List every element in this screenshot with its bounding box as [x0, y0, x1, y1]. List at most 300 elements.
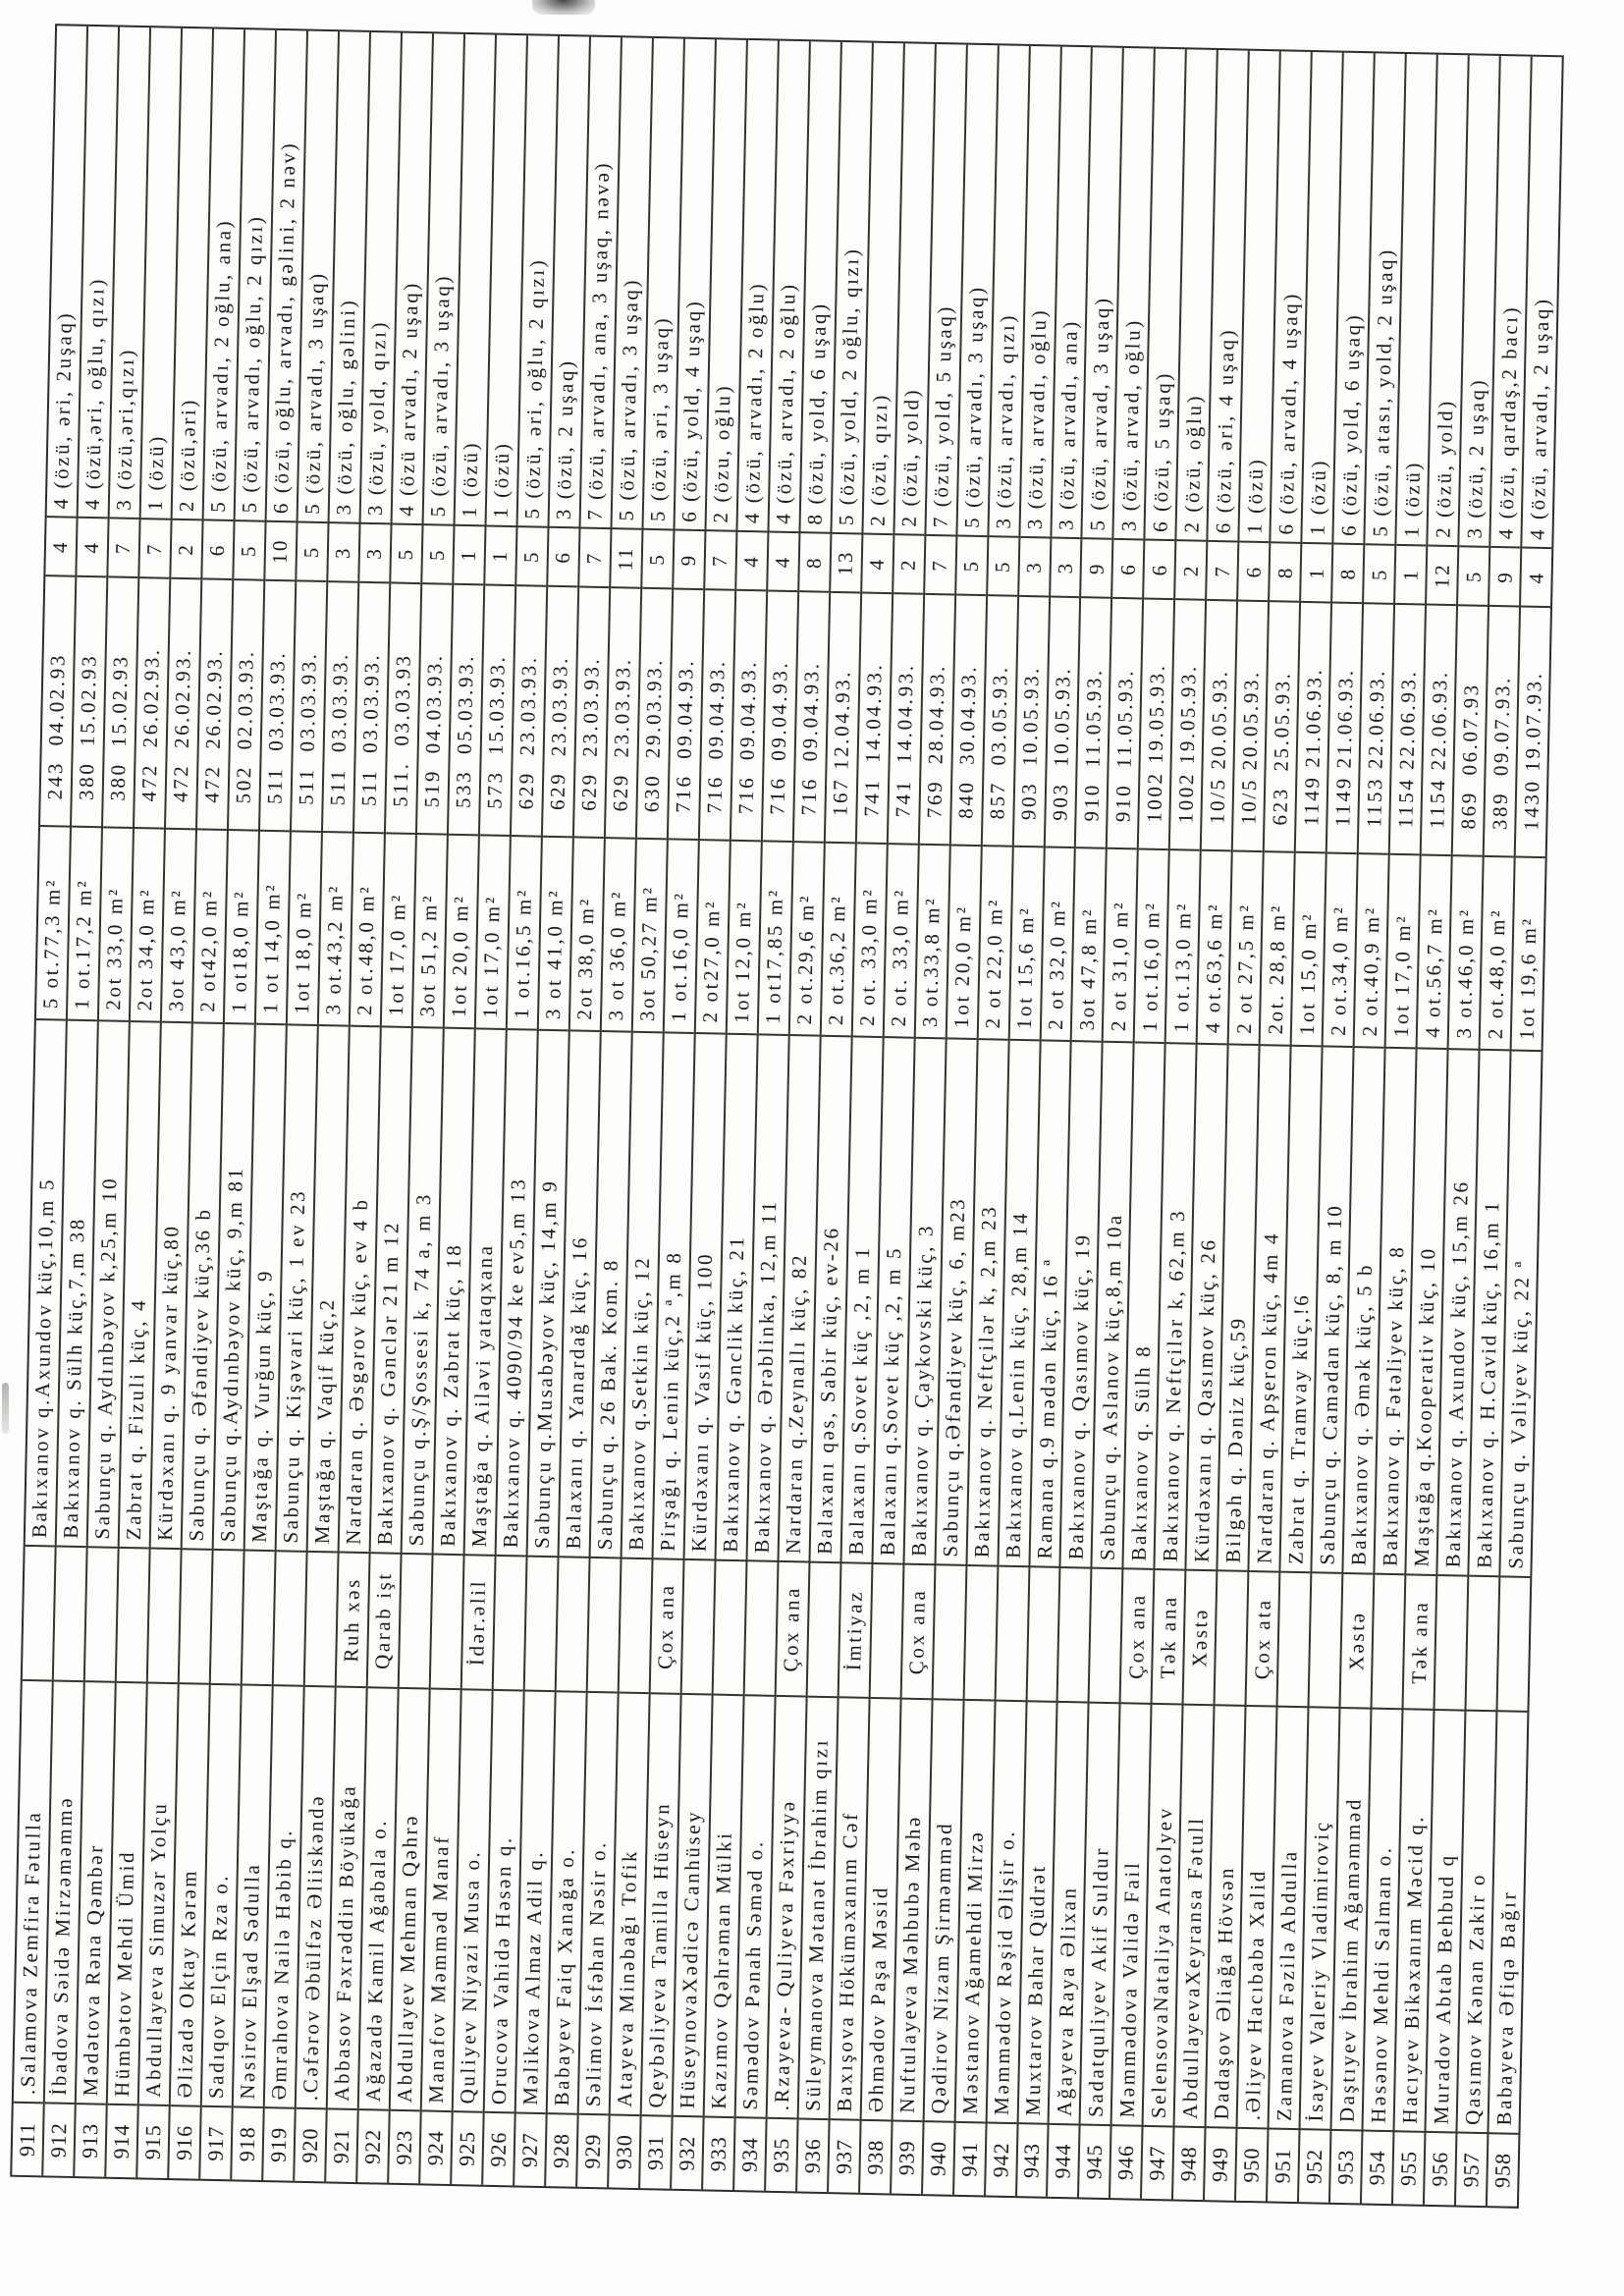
- count-cell: 6: [1238, 543, 1269, 603]
- area-cell: 4 ot.63,6 m²: [1198, 851, 1231, 1046]
- area-cell: 1ot 18,0 m²: [288, 832, 321, 1026]
- row-number-cell: 953: [1332, 2149, 1359, 2185]
- address-cell: Bakıxanov q. 4090/94 ke ev5,m 13: [496, 1030, 536, 1558]
- family-cell: 4 (özü, arvadı, 2 oğlu): [737, 40, 777, 533]
- address-cell: Pirşağı q. Lenin küç,2 ª,m 8: [653, 1033, 693, 1560]
- status-cell: Xəstə: [1341, 1574, 1374, 1710]
- row-number-cell: 943: [1018, 2142, 1045, 2179]
- doc-number-date-cell: 573 15.03.93.: [480, 585, 514, 837]
- status-cell: [1278, 1573, 1311, 1709]
- area-cell: 1 ot.17,2 m²: [68, 828, 101, 1022]
- doc-number-date-cell: 243 04.02.93: [40, 576, 75, 828]
- family-cell: 4 (özü, əri, 2uşaq): [47, 26, 86, 519]
- name-cell: Səmədov Pənah Səməd o.: [735, 1696, 774, 2119]
- doc-number-date-cell: 741 14.04.93.: [888, 594, 922, 846]
- row-number-cell: 951: [1270, 2148, 1296, 2184]
- name-cell: Muradov Abtab Behbud q: [1427, 1711, 1465, 2134]
- address-cell: Sabunçu q. Aslanov küç,8,m 10a: [1093, 1043, 1133, 1570]
- count-cell: 5: [422, 525, 453, 585]
- doc-number-date-cell: 1153 22.06.93.: [1359, 604, 1393, 855]
- status-cell: [23, 1547, 55, 1682]
- address-cell: Balaxanı qəs, Sabir küç, ev-26: [810, 1037, 850, 1564]
- address-cell: Bakıxanov q. Ərəblinka, 12,m 11: [747, 1035, 787, 1562]
- family-cell: 1 (özü): [141, 27, 181, 520]
- family-cell: 5 (özü, arvadı, oğlu, 2 qızı): [235, 29, 274, 522]
- count-cell: 4: [736, 532, 767, 592]
- doc-number-date-cell: 380 15.02.93: [72, 577, 106, 829]
- family-cell: 3 (özü, arvadı, ana): [1052, 47, 1091, 540]
- count-cell: 5: [1364, 545, 1394, 605]
- name-cell: Səlimov İsfəhan Nəsir o.: [578, 1693, 617, 2116]
- doc-number-date-cell: 502 02.03.93.: [229, 580, 263, 832]
- count-cell: 3: [1019, 538, 1050, 598]
- doc-number-date-cell: 380 15.02.93: [103, 577, 137, 829]
- family-cell: 8 (özü, yold, 6 uşaq): [800, 41, 839, 534]
- name-cell: SelensovaNataliya Anatolyev: [1144, 1705, 1182, 2128]
- count-cell: 9: [674, 530, 704, 590]
- address-cell: Kürdəxanı q. Qasımov küç, 26: [1187, 1045, 1227, 1572]
- doc-number-date-cell: 389 09.07.93.: [1485, 607, 1519, 858]
- name-cell: Əlizadə Oktay Kərəm: [171, 1684, 209, 2107]
- name-cell: Sadatquliyev Akif Suldur: [1081, 1704, 1119, 2127]
- area-cell: 3 ot 36,0 m²: [601, 839, 634, 1033]
- count-cell: 11: [611, 529, 641, 589]
- doc-number-date-cell: 519 04.03.93.: [417, 584, 452, 836]
- family-cell: 5 (özü, arvadı, 3 uşaq): [957, 45, 997, 538]
- doc-number-date-cell: 903 10.05.93.: [1013, 597, 1048, 848]
- address-cell: Bakıxanov q. Əmək küç, 5 b: [1344, 1048, 1384, 1575]
- area-cell: 1ot 17,0 m²: [476, 836, 510, 1030]
- address-cell: Bilgəh q. Dəniz küç,59: [1218, 1045, 1259, 1572]
- name-cell: Ağazadə Kamil Ağabala o.: [359, 1688, 398, 2111]
- family-cell: 1 (özü): [1240, 51, 1279, 544]
- family-cell: 5 (özü, əri, oğlu, 2 qızı): [517, 35, 557, 528]
- area-cell: 3ot 51,2 m²: [413, 835, 447, 1029]
- doc-number-date-cell: 769 28.04.93.: [919, 595, 953, 847]
- address-cell: Bakıxanov q. Neftçilər k, 2,m 23: [967, 1040, 1007, 1567]
- address-cell: Maştağa q. Ailəvi yataqxana: [464, 1029, 505, 1557]
- address-cell: Bakıxanov q. Gənclik küç, 21: [716, 1035, 756, 1562]
- status-cell: [619, 1559, 651, 1695]
- doc-number-date-cell: 511 03.03.93.: [354, 583, 389, 835]
- family-cell: 1 (özü): [455, 34, 494, 527]
- doc-number-date-cell: 1149 21.06.93.: [1296, 603, 1330, 854]
- address-cell: Sabunçu q.Əfəndiyev küç, 6, m23: [936, 1039, 976, 1566]
- area-cell: 2 ot 31,0 m²: [1104, 849, 1137, 1044]
- area-cell: 2 ot27,0 m²: [695, 841, 729, 1035]
- status-cell: [211, 1551, 244, 1686]
- doc-number-date-cell: 910 11.05.93.: [1108, 599, 1142, 850]
- status-cell: [870, 1564, 902, 1700]
- count-cell: 5: [642, 530, 673, 590]
- name-cell: Abbasov Fəxrəddin Böyükağa: [328, 1688, 366, 2111]
- address-cell: Bakıxanov q. H.Cavid küç, 16,m 1: [1470, 1051, 1510, 1578]
- status-cell: [1090, 1569, 1122, 1705]
- family-cell: 6 (özü, yold, 6 uşaq): [1334, 53, 1374, 546]
- row-number-cell: 916: [171, 2124, 197, 2161]
- name-cell: .Cəfərov Əbülfəz Əliiskəndə: [297, 1687, 335, 2110]
- count-cell: 7: [139, 519, 170, 579]
- area-cell: 3ot 43,0 m²: [162, 830, 195, 1024]
- status-cell: İdər.əlil: [461, 1556, 494, 1691]
- row-number-cell: 946: [1112, 2144, 1139, 2181]
- doc-number-date-cell: 716 09.04.93.: [731, 591, 766, 843]
- row-number-cell: 911: [14, 2121, 40, 2158]
- area-cell: 4 ot.56,7 m²: [1418, 855, 1451, 1050]
- family-cell: 2 (özü, oğlu): [1177, 49, 1217, 542]
- family-cell: 5 (özü, arvadı, 2 oğlu, ana): [203, 29, 243, 522]
- doc-number-date-cell: 511 03.03.93.: [292, 581, 326, 833]
- family-cell: 1 (özü): [1397, 54, 1436, 547]
- area-cell: 1 ot17,85 m²: [758, 842, 791, 1036]
- family-cell: 5 (özü, arvadı, 3 uşaq): [298, 31, 337, 524]
- name-cell: .Əliyev Hacıbaba Xalid: [1238, 1707, 1276, 2130]
- doc-number-date-cell: 629 23.03.93.: [512, 586, 546, 838]
- row-number-cell: 952: [1301, 2148, 1327, 2185]
- row-number-cell: 955: [1395, 2150, 1422, 2187]
- family-cell: 6 (özü, oğlu, arvadı, gəlini, 2 nəv): [266, 30, 305, 523]
- address-cell: Zabrat q. Tramvay küç,!6: [1281, 1047, 1322, 1574]
- area-cell: 1ot 19,6 m²: [1512, 857, 1545, 1052]
- area-cell: 1 ot.16,0 m²: [664, 840, 697, 1034]
- area-cell: 3 ot.33,8 m²: [915, 846, 948, 1040]
- address-cell: Zabrat q. Fizuli küç, 4: [120, 1022, 160, 1550]
- status-cell: [54, 1548, 86, 1683]
- family-cell: 3 (özü, yold, qızı): [360, 32, 400, 525]
- row-number-cell: 944: [1050, 2143, 1076, 2179]
- row-number-cell: 934: [736, 2136, 762, 2173]
- count-cell: 7: [579, 528, 610, 588]
- address-cell: Bakıxanov q. Neftçilər k, 62,m 3: [1156, 1044, 1196, 1571]
- address-cell: Nardaran q. Əsgərov küç, ev 4 b: [339, 1027, 379, 1555]
- name-cell: Manafov Məmməd Manaf: [421, 1690, 460, 2113]
- count-cell: 1: [1395, 546, 1426, 606]
- row-number-cell: 917: [202, 2125, 229, 2161]
- doc-number-date-cell: 1154 22.06.93.: [1422, 606, 1456, 857]
- count-cell: 8: [799, 533, 830, 593]
- status-cell: [305, 1553, 338, 1688]
- doc-number-date-cell: 1002 19.05.93.: [1170, 600, 1205, 851]
- name-cell: Həsənov Mehdi Salman o.: [1364, 1710, 1402, 2133]
- name-cell: Ağayeva Raya Əlixan: [1050, 1703, 1088, 2126]
- status-cell: İmtiyaz: [839, 1563, 871, 1699]
- row-number-cell: 949: [1207, 2146, 1233, 2183]
- address-cell: Bakıxanov q.Axundov küç,10,m 5: [26, 1020, 66, 1548]
- area-cell: 1ot 15,0 m²: [1292, 853, 1326, 1048]
- status-cell: [243, 1552, 275, 1687]
- status-cell: [744, 1561, 777, 1697]
- row-number-cell: 935: [768, 2137, 793, 2173]
- name-cell: Əmrahova Nailə Həbib q.: [265, 1686, 303, 2109]
- status-cell: [964, 1566, 997, 1702]
- name-cell: Abdullayev Mehman Qəhrə: [391, 1689, 429, 2112]
- doc-number-date-cell: 903 10.05.93.: [1045, 597, 1079, 848]
- row-number-cell: 915: [139, 2123, 166, 2160]
- name-cell: Zamanova Fəzilə Abdulla: [1270, 1708, 1308, 2131]
- area-cell: 2 ot.29,6 m²: [789, 843, 823, 1037]
- row-number-cell: 938: [862, 2139, 888, 2175]
- name-cell: AbdullayevaXeyransa Fətull: [1175, 1706, 1214, 2129]
- family-cell: 2 (özü,əri): [173, 28, 212, 521]
- status-cell: [148, 1550, 181, 1685]
- count-cell: 10: [265, 522, 296, 582]
- scan-smudge-top-icon: [532, 0, 595, 15]
- area-cell: 5 ot.77,3 m²: [36, 827, 70, 1021]
- name-cell: Dadaşov Əliağa Hövsən: [1207, 1706, 1245, 2129]
- row-number-cell: 928: [548, 2132, 573, 2169]
- name-cell: Məmmədov Rəşid Əlişir o.: [987, 1702, 1025, 2125]
- doc-number-date-cell: 629 23.03.93.: [606, 588, 640, 840]
- count-cell: 4: [862, 534, 893, 594]
- address-cell: Bakıxanov q. Çaykovski küç, 3: [904, 1039, 945, 1566]
- count-cell: 9: [1489, 548, 1520, 608]
- family-cell: 7 (özü, yold, 5 uşaq): [926, 44, 965, 537]
- family-cell: 1 (özü): [486, 35, 525, 528]
- status-cell: [1498, 1577, 1531, 1713]
- family-cell: 5 (özü, arvad, 3 uşaq): [1083, 47, 1122, 540]
- area-cell: 3 ot.46,0 m²: [1449, 856, 1483, 1051]
- family-cell: 2 (özu, oğlu): [706, 39, 745, 532]
- count-cell: 4: [45, 518, 76, 577]
- name-cell: Kazımov Qəhrəman Mülki: [704, 1696, 742, 2119]
- status-cell: [807, 1563, 839, 1699]
- address-cell: Sabunçu q. Əfəndiyev küç,36 b: [183, 1023, 223, 1551]
- status-cell: Qarab işt: [368, 1554, 401, 1689]
- status-cell: [274, 1552, 306, 1687]
- row-number-cell: 924: [422, 2129, 449, 2166]
- name-cell: Babayeva Əfiqə Bağır: [1489, 1712, 1528, 2135]
- count-cell: 2: [1176, 541, 1207, 601]
- area-cell: 1 ot18,0 m²: [225, 831, 258, 1025]
- row-number-cell: 921: [328, 2127, 354, 2164]
- row-number-cell: 936: [799, 2138, 825, 2174]
- row-number-cell: 950: [1238, 2147, 1265, 2183]
- count-cell: 5: [1458, 547, 1489, 607]
- name-cell: .Rzayeva- Quliyeva Fəxriyyə: [767, 1697, 805, 2120]
- status-cell: Tək ana: [1404, 1575, 1436, 1711]
- row-number-cell: 958: [1489, 2152, 1516, 2189]
- doc-number-date-cell: 533 05.03.93.: [449, 585, 483, 837]
- name-cell: Daştıyev İbrahim Ağaməmməd: [1332, 1709, 1371, 2132]
- address-cell: Bakıxanov q.Lenin küç, 28,m 14: [999, 1041, 1039, 1568]
- name-cell: HüseynovaXədicə Canhüsey: [673, 1695, 711, 2118]
- count-cell: 4: [77, 519, 107, 578]
- family-cell: 5 (özü, əri, 3 uşaq): [643, 38, 682, 531]
- family-cell: 4 (özü, qardaş,2 bacı): [1491, 56, 1531, 549]
- count-cell: 6: [202, 520, 233, 580]
- family-cell: 4 (özü, arvadı, 2 uşaq): [1523, 57, 1562, 550]
- doc-number-date-cell: 869 06.07.93: [1453, 606, 1488, 857]
- area-cell: 1ot 17,0 m²: [1386, 855, 1420, 1050]
- address-cell: Bakıxanov q. Zabrat küç, 18: [433, 1029, 473, 1557]
- row-number-cell: 925: [454, 2130, 480, 2167]
- address-cell: Sabunçu q. Aydınbəyov k,25,m 10: [88, 1021, 129, 1549]
- row-number-cell: 929: [579, 2133, 605, 2169]
- count-cell: 1: [1301, 544, 1331, 604]
- family-cell: 5 (özü, atası, yold, 2 uşaq): [1366, 53, 1405, 546]
- name-cell: Süleymanova Mətanət İbrahim qızı: [798, 1698, 837, 2121]
- row-number-cell: 912: [45, 2121, 72, 2159]
- name-cell: Qasımov Kənan Zakir o: [1458, 1712, 1496, 2135]
- address-cell: Sabunçu q. 26 Bak. Kom. 8: [590, 1032, 630, 1559]
- status-cell: [996, 1567, 1028, 1703]
- row-number-cell: 926: [485, 2131, 512, 2167]
- count-cell: 7: [705, 531, 735, 591]
- status-cell: [1467, 1577, 1499, 1713]
- count-cell: 5: [516, 527, 547, 587]
- address-cell: Maştağa q. Vurğun küç, 9: [244, 1025, 285, 1553]
- count-cell: 3: [328, 523, 358, 583]
- status-cell: [430, 1556, 462, 1691]
- address-cell: Bakıxanov q. Gənclər 21 m 12: [370, 1027, 410, 1555]
- status-cell: [1310, 1573, 1342, 1709]
- count-cell: 1: [485, 526, 515, 586]
- doc-number-date-cell: 511 03.03.93.: [323, 582, 357, 834]
- family-cell: 6 (özü, 5 uşaq): [1146, 49, 1185, 542]
- address-cell: Bakıxanov q.Setkin küç, 12: [622, 1033, 662, 1560]
- name-cell: Sadıqov Elçin Rza o.: [202, 1685, 241, 2108]
- row-number-cell: 923: [391, 2129, 417, 2165]
- row-number-cell: 937: [831, 2138, 856, 2175]
- family-cell: 4 (özü,əri, oğlu, qızı): [79, 27, 118, 519]
- doc-number-date-cell: 10/5 20.05.93.: [1233, 602, 1268, 853]
- area-cell: 2 ot.48,0 m²: [351, 834, 384, 1028]
- status-cell: [933, 1565, 965, 1701]
- address-cell: Balaxanı q.Sovet küç ,2, m 5: [873, 1038, 913, 1565]
- status-cell: [1027, 1567, 1059, 1703]
- doc-number-date-cell: 716 09.04.93.: [793, 592, 828, 844]
- area-cell: 2 ot. 33,0 m²: [852, 844, 886, 1038]
- address-cell: Balaxanı q. Yanardağ küç, 16: [559, 1031, 599, 1558]
- address-cell: Nardaran q.Zeynallı küç, 82: [779, 1036, 819, 1563]
- doc-number-date-cell: 1430 19.07.93.: [1516, 608, 1550, 859]
- row-number-cell: 941: [955, 2141, 982, 2177]
- count-cell: 5: [988, 537, 1018, 597]
- family-cell: 4 (özü, arvadı, 2 oğlu): [769, 41, 808, 534]
- doc-number-date-cell: 910 11.05.93.: [1076, 598, 1110, 849]
- count-cell: 1: [454, 526, 484, 586]
- count-cell: 5: [391, 524, 421, 584]
- status-cell: [556, 1558, 588, 1693]
- count-cell: 7: [925, 536, 955, 596]
- family-cell: 3 (özü, 2 uşaq): [549, 36, 588, 529]
- doc-number-date-cell: 1149 21.06.93.: [1327, 604, 1362, 855]
- status-cell: Çox ana: [776, 1562, 808, 1698]
- count-cell: 13: [831, 534, 861, 594]
- row-number-cell: 933: [705, 2135, 731, 2172]
- family-cell: 3 (özü, arvadı, qızı): [989, 45, 1028, 538]
- area-cell: 2 ot.40,9 m²: [1355, 854, 1388, 1049]
- area-cell: 3ot 47,8 m²: [1072, 848, 1106, 1043]
- address-cell: Balaxanı q.Sovet küç ,2, m 1: [841, 1037, 882, 1564]
- status-cell: Ruh xəs: [337, 1554, 369, 1689]
- area-cell: 2 ot.34,0 m²: [1324, 853, 1357, 1048]
- address-cell: Bakıxanov q. Axundov küç, 15,m 26: [1438, 1050, 1479, 1577]
- family-cell: 5 (özü, arvadı, 3 uşaq): [423, 33, 462, 526]
- family-cell: 3 (özü, oğlu, gəlini): [329, 31, 368, 524]
- count-cell: 8: [1270, 543, 1300, 603]
- area-cell: 2ot 34,0 m²: [131, 829, 164, 1023]
- status-cell: Çox ana: [901, 1565, 934, 1701]
- area-cell: 1ot 12,0 m²: [727, 842, 760, 1036]
- address-cell: Bakıxanov q. Fətəliyev küç, 8: [1376, 1049, 1416, 1576]
- address-cell: Kürdəxanı q. Vasif küç, 100: [684, 1034, 725, 1561]
- address-cell: Bakıxanov q. Sülh 8: [1124, 1043, 1164, 1570]
- row-number-cell: 947: [1144, 2145, 1170, 2181]
- doc-number-date-cell: 840 30.04.93.: [950, 595, 985, 847]
- row-number-cell: 939: [893, 2140, 919, 2176]
- family-cell: 2 (özü, yold): [894, 43, 934, 536]
- row-number-cell: 922: [359, 2128, 386, 2165]
- name-cell: Orucova Vahidə Həsən q.: [484, 1691, 522, 2114]
- area-cell: 3ot 50,27 m²: [632, 840, 666, 1034]
- doc-number-date-cell: 716 09.04.93.: [700, 590, 734, 842]
- family-cell: 3 (özü, arvad, oğlu): [1114, 48, 1154, 541]
- doc-number-date-cell: 629 23.03.93.: [574, 587, 609, 839]
- address-cell: Nardaran q. Apşeron küç, 4m 4: [1250, 1046, 1290, 1573]
- family-cell: 1 (özü): [1303, 52, 1342, 545]
- address-cell: Ramana q.9 mədən küç, 16 ª: [1030, 1041, 1070, 1568]
- count-cell: 7: [108, 519, 138, 578]
- status-cell: Xəstə: [1184, 1571, 1217, 1707]
- status-cell: [1435, 1576, 1468, 1712]
- area-cell: 1 ot.16,0 m²: [1135, 849, 1168, 1044]
- name-cell: Baxışova Höküməxanım Cəf: [830, 1698, 868, 2121]
- area-cell: 2 ot.36,2 m²: [821, 844, 854, 1038]
- status-cell: Çox ata: [1247, 1572, 1279, 1708]
- row-number-cell: 930: [611, 2133, 636, 2170]
- row-number-cell: 932: [674, 2135, 699, 2171]
- doc-number-date-cell: 10/5 20.05.93.: [1202, 601, 1236, 852]
- status-cell: [681, 1560, 714, 1696]
- status-cell: [587, 1558, 620, 1694]
- area-cell: 1 ot.13,0 m²: [1166, 850, 1200, 1045]
- row-number-cell: 919: [265, 2126, 292, 2163]
- area-cell: 1ot 15,6 m²: [1009, 847, 1043, 1042]
- count-cell: 3: [1051, 539, 1081, 599]
- count-cell: 2: [171, 520, 201, 580]
- address-cell: Maştağa q.Kooperativ küç, 10: [1407, 1049, 1447, 1576]
- doc-number-date-cell: 472 26.02.93.: [197, 579, 232, 831]
- area-cell: 2 ot 22,0 m²: [978, 847, 1011, 1041]
- doc-number-date-cell: 630 29.03.93.: [637, 589, 672, 841]
- count-cell: 5: [297, 522, 327, 582]
- status-cell: Çox ana: [650, 1559, 682, 1695]
- area-cell: 2 ot 27,5 m²: [1229, 851, 1263, 1046]
- family-cell: 2 (özü, yold): [1429, 55, 1468, 548]
- status-cell: [400, 1555, 432, 1690]
- status-cell: [180, 1550, 212, 1685]
- address-cell: Bakıxanov q. Qasımov küç, 19: [1061, 1042, 1102, 1569]
- status-cell: [117, 1549, 149, 1684]
- count-cell: 2: [893, 535, 924, 595]
- name-cell: Quliyev Niyazi Musa o.: [453, 1690, 491, 2113]
- family-cell: 6 (özü, arvadı, 4 uşaq): [1272, 51, 1311, 544]
- count-cell: 5: [234, 521, 264, 581]
- area-cell: 2 ot 32,0 m²: [1041, 847, 1074, 1042]
- name-cell: Nəsirov Elşad Sədulla: [234, 1686, 272, 2109]
- name-cell: Nuftulayeva Məhbubə Məhə: [893, 1700, 931, 2123]
- address-cell: Bakıxanov q. Sülh küç,7,m 38: [57, 1021, 97, 1549]
- family-cell: 3 (özü, 2 uşaq): [1460, 55, 1499, 548]
- name-cell: Muxtarov Bahar Qüdrət: [1018, 1702, 1056, 2125]
- row-number-cell: 931: [642, 2134, 668, 2171]
- housing-queue-table: [10, 24, 1564, 2209]
- name-cell: İbadova Səidə Mirzəməmmə: [45, 1681, 83, 2105]
- status-cell: [1373, 1575, 1405, 1711]
- doc-number-date-cell: 472 26.02.93.: [135, 578, 169, 830]
- row-number-cell: 956: [1427, 2151, 1453, 2187]
